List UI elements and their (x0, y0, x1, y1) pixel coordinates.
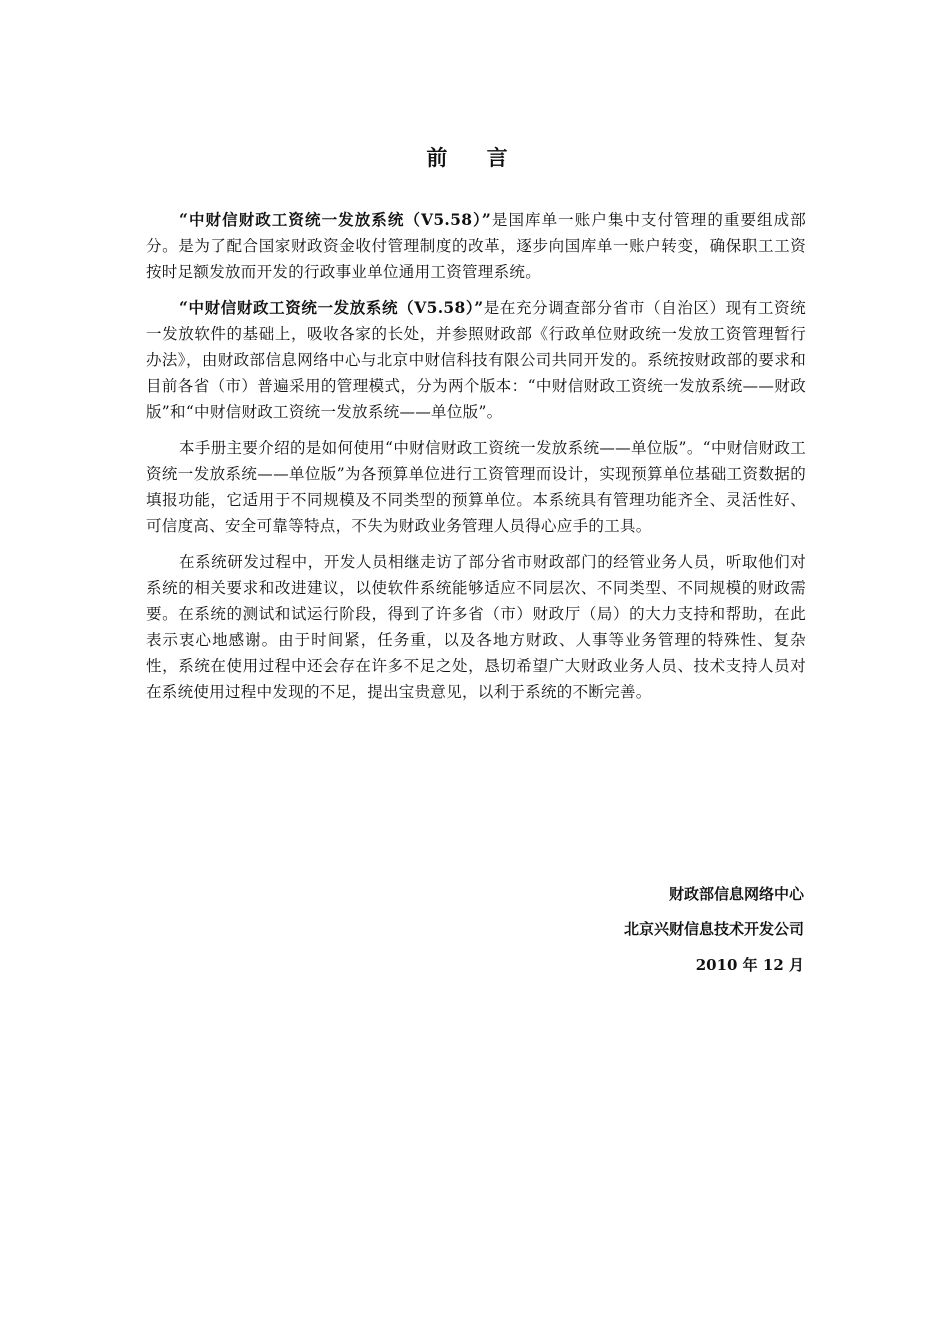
paragraph-4: 在系统研发过程中，开发人员相继走访了部分省市财政部门的经管业务人员，听取他们对系统的相关要求和改进建议，以使软件系统能够适应不同层次、不同类型、不同规模的财政需要。在系统的测试和试运行阶段，得到了许多省（市）财政厅（局）的大力支持和帮助，在此表示衷心地感谢。由于时间紧，任务重，以及各地方财政、人事等业务管理的特殊性、复杂性，系统在使用过程中还会存在许多不足之处，恳切希望广大财政业务人员、技术支持人员对在系统使用过程中发现的不足，提出宝贵意见，以利于系统的不断完善。 (146, 553, 806, 701)
paragraph-3: 本手册主要介绍的是如何使用“中财信财政工资统一发放系统——单位版”。“中财信财政工资统一发放系统——单位版”为各预算单位进行工资管理而设计，实现预算单位基础工资数据的填报功能，它适用于不同规模及不同类型的预算单位。本系统具有管理功能齐全、灵活性好、可信度高、安全可靠等特点，不失为财政业务管理人员得心应手的工具。 (146, 439, 806, 535)
product-name-emphasis: “中财信财政工资统一发放系统（V5.58）” (179, 298, 484, 317)
paragraph-2-text: 是在充分调查部分省市（自治区）现有工资统一发放软件的基础上，吸收各家的长处，并参照财政部《行政单位财政统一发放工资管理暂行办法》，由财政部信息网络中心与北京中财信科技有限公司共同开发的。系统按财政部的要求和目前各省（市）普遍采用的管理模式，分为两个版本：“中财信财政工资统一发放系统——财政版”和“中财信财政工资统一发放系统——单位版”。 (146, 299, 806, 421)
preface-body (146, 207, 806, 715)
signature-org-1: 财政部信息网络中心 (668, 885, 804, 903)
paragraph-2 (146, 295, 806, 425)
paragraph-1-text: 是国库单一账户集中支付管理的重要组成部分。是为了配合国家财政资金收付管理制度的改革，逐步向国库单一账户转变，确保职工工资按时足额发放而开发的行政事业单位通用工资管理系统。 (146, 211, 806, 281)
signature-date: 2010 年 12 月 (695, 956, 804, 974)
signature-org-2: 北京兴财信息技术开发公司 (623, 920, 804, 938)
paragraph-1 (146, 207, 806, 285)
page-title: 前 言 (426, 145, 524, 170)
product-name-emphasis: “中财信财政工资统一发放系统（V5.58）” (179, 210, 492, 229)
